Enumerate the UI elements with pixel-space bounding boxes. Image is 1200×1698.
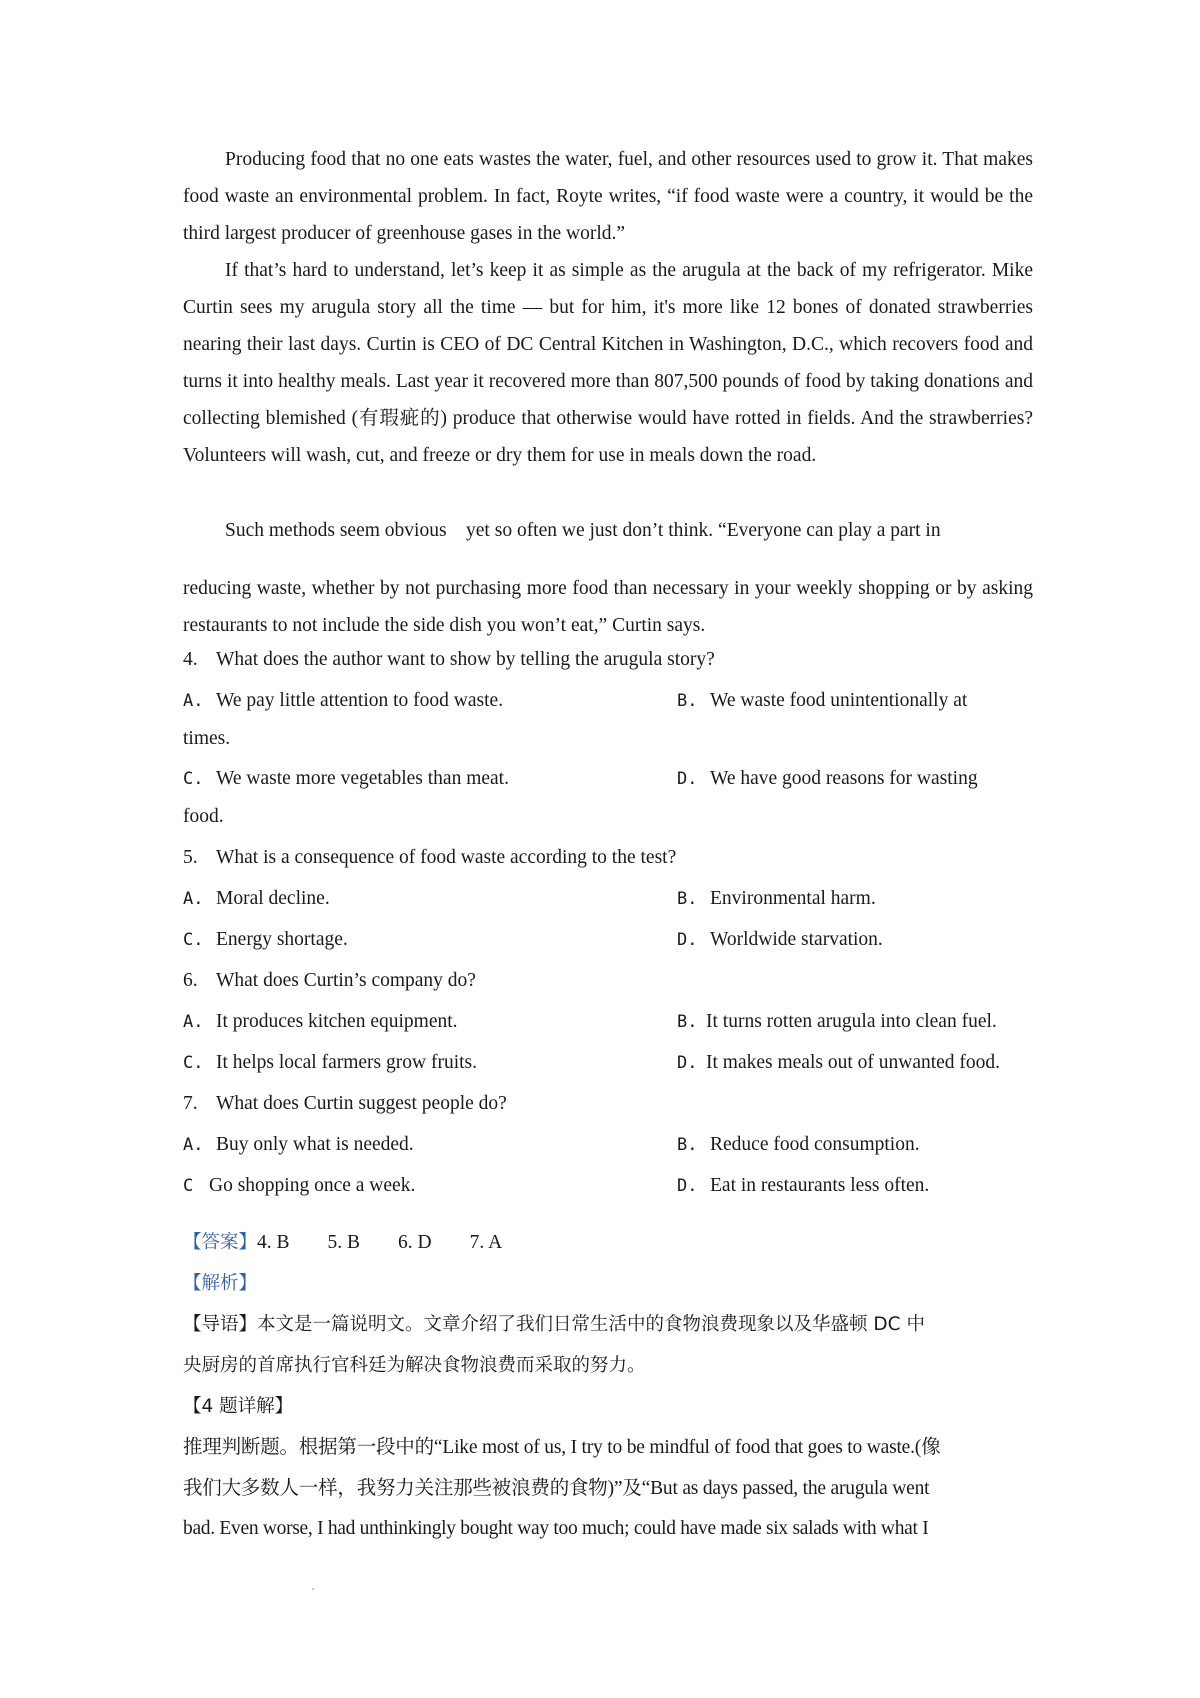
question-text: What does Curtin suggest people do? [216, 1093, 507, 1114]
answer-label: 【答案】 [183, 1232, 258, 1253]
question-5-option-a[interactable]: A. Moral decline. [183, 888, 330, 909]
question-4-option-a[interactable]: A. We pay little attention to food waste. [183, 690, 504, 711]
question-4 [183, 645, 1033, 675]
scan-speck [312, 1588, 314, 1590]
guide-label: 【导语】 [183, 1314, 258, 1335]
question-number: 4. [183, 649, 198, 670]
answer-item: 4. B [257, 1232, 290, 1253]
guide-line-2: 央厨房的首席执行官科廷为解决食物浪费而采取的努力。 [183, 1355, 646, 1376]
passage-paragraph-1: Producing food that no one eats wastes the water, fuel, and other resources used to grow it. That makes food waste an environmental problem. In fact, Royte writes, “if food waste were a country, it would be the third largest producer of greenhouse gases in the world.” [183, 149, 1033, 244]
question-4-option-d-continued: food. [183, 806, 224, 827]
question-5-option-d[interactable]: D. Worldwide starvation. [677, 929, 883, 950]
question-6-option-a[interactable]: A. It produces kitchen equipment. [183, 1011, 458, 1032]
question-4-option-b[interactable]: B. We waste food unintentionally at [677, 690, 968, 711]
q4-detail-line-1: 推理判断题。根据第一段中的“Like most of us, I try to be mindful of food that goes to waste.(像 [183, 1437, 941, 1458]
question-6 [183, 966, 1033, 996]
question-4-option-b-continued: times. [183, 728, 231, 749]
question-5-option-b[interactable]: B. Environmental harm. [677, 888, 876, 909]
question-5-option-c[interactable]: C. Energy shortage. [183, 929, 348, 950]
question-6-option-b[interactable]: B. It turns rotten arugula into clean fuel. [677, 1011, 997, 1032]
question-number: 5. [183, 847, 198, 868]
question-7-option-b[interactable]: B. Reduce food consumption. [677, 1134, 920, 1155]
question-7 [183, 1089, 1033, 1119]
question-number: 7. [183, 1093, 198, 1114]
answer-item: 6. D [398, 1232, 432, 1253]
question-text: What does Curtin’s company do? [216, 970, 476, 991]
analysis-label: 【解析】 [183, 1273, 258, 1294]
passage-paragraph-3-line1: Such methods seem obvious yet so often we just don’t think. “Everyone can play a part in [225, 520, 941, 541]
passage-paragraph-3-rest: reducing waste, whether by not purchasing more food than necessary in your weekly shopping or by asking restaurants to not include the side dish you won’t eat,” Curtin says. [183, 578, 1033, 636]
question-4-option-c[interactable]: C. We waste more vegetables than meat. [183, 768, 509, 789]
answer-key [183, 1228, 1033, 1258]
question-5 [183, 843, 1033, 873]
question-7-option-d[interactable]: D. Eat in restaurants less often. [677, 1175, 930, 1196]
question-7-option-c[interactable]: C Go shopping once a week. [183, 1175, 416, 1196]
q4-detail-line-2: 我们大多数人一样，我努力关注那些被浪费的食物)”及“But as days passed, the arugula went [183, 1478, 930, 1499]
analysis-heading [183, 1269, 1033, 1299]
question-6-option-c[interactable]: C. It helps local farmers grow fruits. [183, 1052, 478, 1073]
passage-paragraph-2: If that’s hard to understand, let’s keep it as simple as the arugula at the back of my refrigerator. Mike Curtin sees my arugula story all the time — but for him, it's more like 12 bones of donated strawberries nearing their last days. Curtin is CEO of DC Central Kitchen in Washington, D.C., which recovers food and turns it into healthy meals. Last year it recovered more than 807,500 pounds of food by taking donations and collecting blemished (有瑕疵的) produce that otherwise would have rotted in fields. And the strawberries? Volunteers will wash, cut, and freeze or dry them for use in meals down the road. [183, 260, 1033, 466]
answer-item: 7. A [469, 1232, 503, 1253]
question-text: What is a consequence of food waste according to the test? [216, 847, 677, 868]
question-6-option-d[interactable]: D. It makes meals out of unwanted food. [677, 1052, 1001, 1073]
guide-line-1 [183, 1310, 1033, 1340]
question-7-option-a[interactable]: A. Buy only what is needed. [183, 1134, 414, 1155]
question-4-option-d[interactable]: D. We have good reasons for wasting [677, 768, 978, 789]
answer-item: 5. B [327, 1232, 361, 1253]
q4-detail-heading: 【4 题详解】 [183, 1396, 294, 1417]
question-text: What does the author want to show by telling the arugula story? [216, 649, 715, 670]
question-number: 6. [183, 970, 198, 991]
guide-text: 本文是一篇说明文。文章介绍了我们日常生活中的食物浪费现象以及华盛顿 DC 中 [257, 1314, 925, 1335]
q4-detail-line-3: bad. Even worse, I had unthinkingly bought way too much; could have made six salads with what I [183, 1518, 929, 1539]
